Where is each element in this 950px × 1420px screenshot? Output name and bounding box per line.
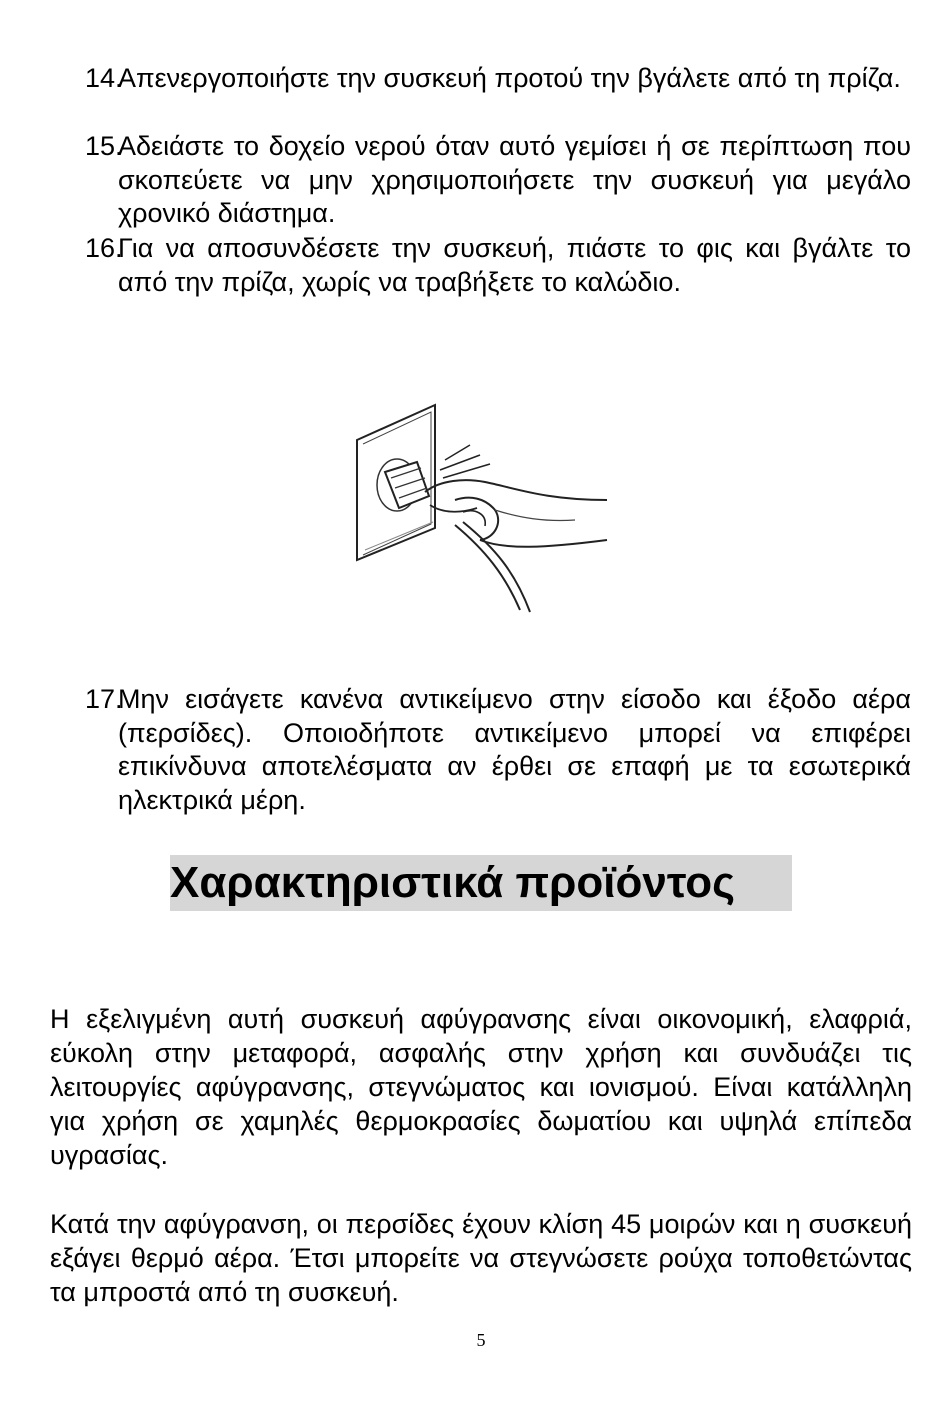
drying-mode-paragraph: Κατά την αφύγρανση, οι περσίδες έχουν κλίση 45 μοιρών και η συσκευή εξάγει θερμό αέρα. Έτσι μπορείτε να στεγνώσετε ρούχα τοποθετώντας τα μπροστά από τη συσκευή.: [50, 1209, 912, 1307]
section-heading: Χαρακτηριστικά προϊόντος: [170, 858, 735, 907]
instruction-number: 15.: [85, 131, 123, 161]
instruction-text: Μην εισάγετε κανένα αντικείμενο στην είσοδο και έξοδο αέρα (περσίδες). Οποιοδήποτε αντικείμενο μπορεί να επιφέρει επικίνδυνα αποτελέσματα αν έρθει σε επαφή με τα εσωτερικά ηλεκτρικά μέρη.: [118, 684, 911, 815]
instruction-text: Αδειάστε το δοχείο νερού όταν αυτό γεμίσει ή σε περίπτωση που σκοπεύετε να μην χρησιμοποιήσετε την συσκευή για μεγάλο χρονικό διάστημα.: [118, 131, 911, 228]
instruction-text: Απενεργοποιήστε την συσκευή προτού την βγάλετε από τη πρίζα.: [118, 63, 901, 93]
instruction-number: 17.: [85, 684, 123, 714]
instruction-number: 16.: [85, 233, 123, 263]
unplug-illustration: [345, 400, 610, 620]
hand-pulling-plug-icon: [345, 400, 610, 620]
instruction-item-14: [85, 62, 911, 96]
instruction-number: 14.: [85, 63, 123, 93]
instruction-item-16: [85, 232, 911, 299]
product-description-paragraph: Η εξελιγμένη αυτή συσκευή αφύγρανσης είναι οικονομική, ελαφριά, εύκολη στην μεταφορά, ασφαλής στην χρήση και συνδυάζει τις λειτουργίες αφύγρανσης, στεγνώματος και ιονισμού. Είναι κατάλληλη για χρήση σε χαμηλές θερμοκρασίες δωματίου και υψηλά επίπεδα υγρασίας.: [50, 1004, 912, 1170]
instruction-item-15: [85, 130, 911, 231]
instruction-item-17: [85, 683, 911, 817]
instruction-text: Για να αποσυνδέσετε την συσκευή, πιάστε το φις και βγάλτε το από την πρίζα, χωρίς να τραβήξετε το καλώδιο.: [118, 233, 911, 297]
section-heading-highlight: [170, 855, 792, 911]
page-number: 5: [476, 1330, 486, 1350]
